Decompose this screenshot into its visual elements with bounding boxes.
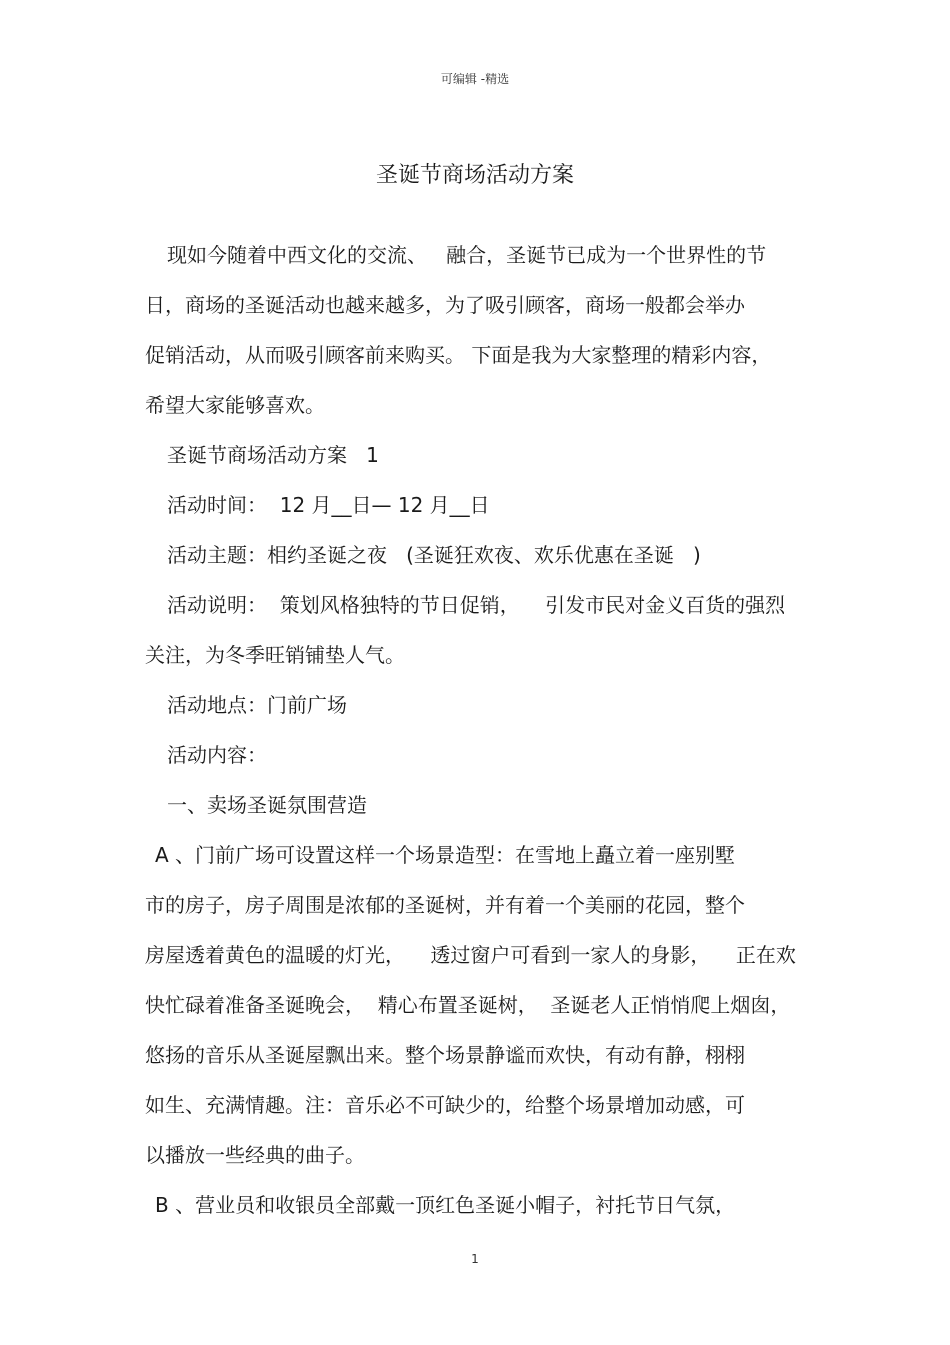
body-line: 市的房子，房子周围是浓郁的圣诞树，并有着一个美丽的花园，整个 [145, 893, 745, 917]
document-title: 圣诞节商场活动方案 [375, 163, 574, 188]
body-line: 活动时间： 12 月__日— 12 月__日 [167, 493, 490, 517]
section-heading: 圣诞节商场活动方案 1 [167, 443, 379, 467]
body-line: 悠扬的音乐从圣诞屋飘出来。整个场景静谧而欢快，有动有静，栩栩 [145, 1043, 745, 1067]
body-line: 促销活动，从而吸引顾客前来购买。 下面是我为大家整理的精彩内容， [145, 343, 772, 367]
body-line: A 、门前广场可设置这样一个场景造型：在雪地上矗立着一座别墅 [155, 843, 736, 867]
body-line: 如生、充满情趣。注：音乐必不可缺少的，给整个场景增加动感，可 [145, 1093, 745, 1117]
page-header: 可编辑 -精选 [440, 72, 510, 86]
body-line: 房屋透着黄色的温暖的灯光， 透过窗户可看到一家人的身影， 正在欢 [145, 943, 796, 967]
body-line: 希望大家能够喜欢。 [145, 393, 325, 417]
body-line: 现如今随着中西文化的交流、 融合，圣诞节已成为一个世界性的节 [167, 243, 767, 267]
body-line: 活动内容： [167, 743, 267, 767]
body-line: 关注，为冬季旺销铺垫人气。 [145, 643, 405, 667]
page-number: 1 [471, 1252, 479, 1266]
body-line: 活动地点：门前广场 [167, 693, 347, 717]
section-heading: 一、卖场圣诞氛围营造 [167, 793, 367, 817]
body-line: 以播放一些经典的曲子。 [145, 1143, 365, 1167]
body-line: 日，商场的圣诞活动也越来越多，为了吸引顾客，商场一般都会举办 [145, 293, 745, 317]
body-line: B 、营业员和收银员全部戴一顶红色圣诞小帽子，衬托节日气氛， [155, 1193, 736, 1217]
body-line: 活动主题：相约圣诞之夜 (圣诞狂欢夜、欢乐优惠在圣诞 ) [167, 543, 701, 567]
body-line: 快忙碌着准备圣诞晚会， 精心布置圣诞树， 圣诞老人正悄悄爬上烟囱， [145, 993, 791, 1017]
body-line: 活动说明： 策划风格独特的节日促销， 引发市民对金义百货的强烈 [167, 593, 786, 617]
